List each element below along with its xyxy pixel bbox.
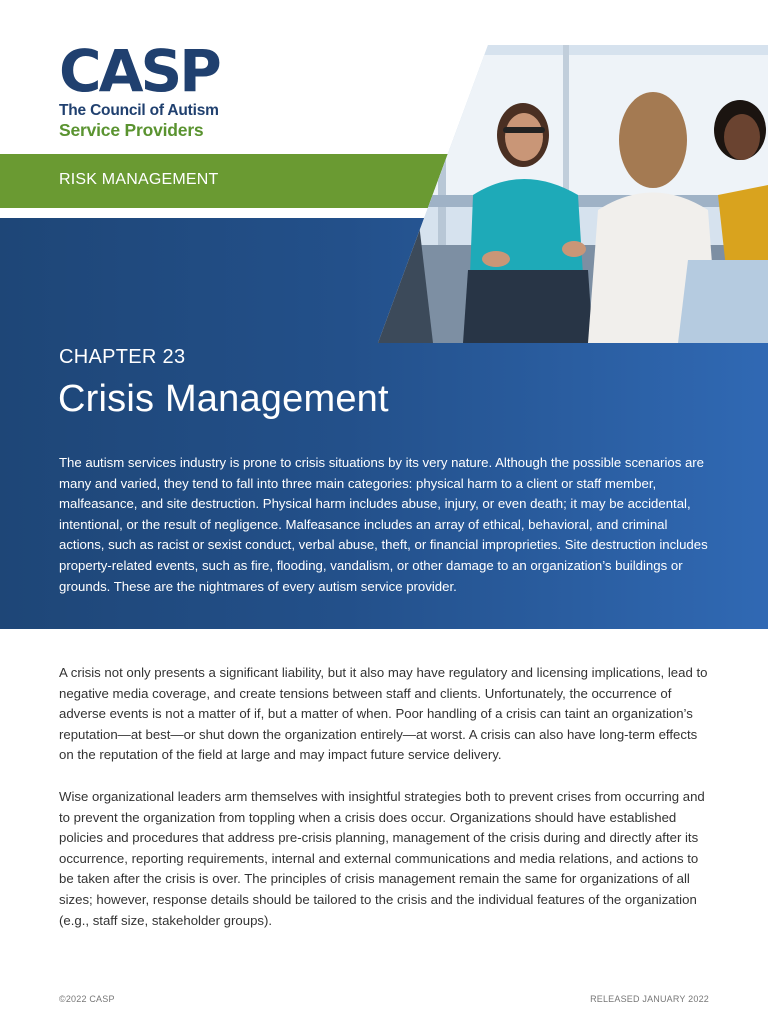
section-band — [0, 154, 470, 208]
page-title: Crisis Management — [58, 378, 389, 420]
section-label: RISK MANAGEMENT — [59, 171, 219, 188]
footer-copyright: ©2022 CASP — [59, 994, 115, 1004]
logo-tagline-2: Service Providers — [59, 120, 204, 140]
group-meeting-image — [378, 45, 768, 343]
chapter-label: CHAPTER 23 — [59, 346, 186, 368]
logo-tagline-1: The Council of Autism — [59, 102, 219, 119]
hero-photo — [378, 45, 768, 343]
intro-paragraph: The autism services industry is prone to crisis situations by its very nature. Although the possible scenarios are many and varied, they tend to fall into three main categories: physical harm to a client or staff member, malfeasance, and site destruction. Physical harm includes abuse, injury, or even death; it may be accidental, intentional, or the result of negligence. Malfeasance includes an array of ethical, behavioral, and criminal actions, such as racist or sexist conduct, verbal abuse, theft, or financial improprieties. Site destruction includes property-related events, such as fire, flooding, vandalism, or other damage to an organization’s buildings or grounds. These are the nightmares of every autism service provider. — [59, 455, 708, 594]
logo-mark: CASP — [59, 37, 219, 105]
body-paragraph-1: A crisis not only presents a significant liability, but it also may have regulatory and licensing implications, lead to negative media coverage, and create tensions between staff and clients. Unfortunately, the occurrence of adverse events is not a matter of if, but a matter of when. Poor handling of a crisis can taint an organization’s reputation—at best—or shut down the organization entirely—at worst. A crisis can also have long-term effects on the reputation of the field at large and may impact future service delivery. — [59, 665, 708, 763]
casp-logo — [59, 37, 259, 141]
footer-release-date: RELEASED JANUARY 2022 — [590, 994, 709, 1004]
body-paragraph-2: Wise organizational leaders arm themselves with insightful strategies both to prevent crises from occurring and to prevent the organization from toppling when a crisis does occur. Organizations should have established policies and procedures that address pre-crisis planning, management of the crisis during and directly after its occurrence, reporting requirements, internal and external communications and media relations, and actions to be taken after the crisis is over. The principles of crisis management remain the same for organizations of all sizes; however, response details should be tailored to the crisis and the individual features of the organization (e.g., staff size, stakeholder groups). — [59, 789, 705, 928]
